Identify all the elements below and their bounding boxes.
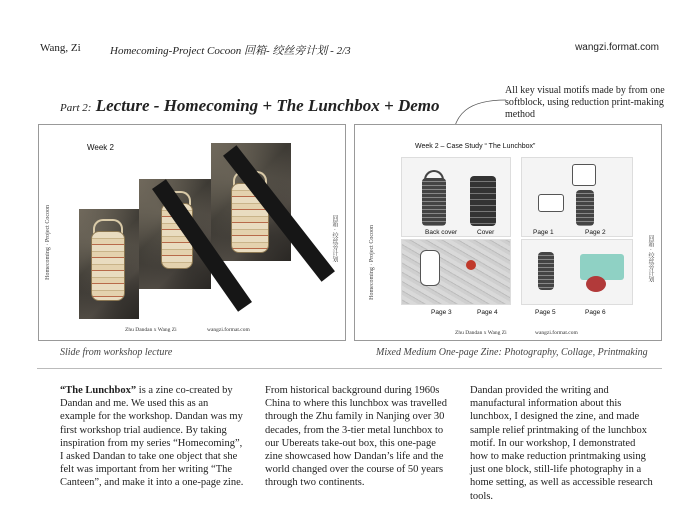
slide-side-text-cn: 回箱 · 绞丝旁计划 [331,215,337,262]
section-heading [60,96,440,116]
lecture-slide [38,124,346,341]
zine-slide [354,124,662,341]
label-page-5: Page 5 [535,309,556,316]
label-cover: Cover [477,229,495,236]
body-column-2: From historical background during 1960s China to where this lunchbox was travelled through the Zhu family in Nanjing over 30 decades, from the 3-tier metal lunchbox to our Ubereats take-out box, this one-page zine showcased how Dandan’s life and the world changed over the course of 50 years through two continents. [265,385,447,489]
zine-panel-pages-3-4 [401,239,511,305]
label-page-2: Page 2 [585,229,606,236]
zine-panel-covers [401,157,511,237]
zine-name: “The Lunchbox” [60,385,137,396]
divider [37,368,662,369]
zine-side-text: Homecoming · Project Cocoon [369,225,375,300]
slide-week-label: Week 2 [87,143,114,152]
slide-credit: Zhu Dandan x Wang Zi [125,327,177,333]
body-column-1 [60,384,244,490]
lunchbox-photo-1 [79,209,139,319]
label-page-6: Page 6 [585,309,606,316]
label-page-4: Page 4 [477,309,498,316]
callout-note: All key visual motifs made by from one softblock, using reduction print-making method [505,85,665,120]
caption-lecture-slide: Slide from workshop lecture [60,347,173,358]
caption-zine-slide: Mixed Medium One-page Zine: Photography, Collage, Printmaking [376,347,648,358]
section-prefix: Part 2: [60,102,92,114]
zine-heading: Week 2 – Case Study “ The Lunchbox” [415,143,536,150]
document-title: Homecoming-Project Cocoon 回箱- 绞丝旁计划 - 2/3 [110,45,351,57]
zine-panel-pages-5-6 [521,239,633,305]
slide-side-text: Homecoming · Project Cocoon [45,205,51,280]
slide-site: wangzi.format.com [207,327,250,333]
label-page-3: Page 3 [431,309,452,316]
site-link[interactable]: wangzi.format.com [575,42,659,53]
zine-side-text-cn: 回箱 · 绞丝旁计划 [647,235,653,282]
label-back-cover: Back cover [425,229,458,236]
section-title: Lecture - Homecoming + The Lunchbox + Demo [95,96,440,115]
label-page-1: Page 1 [533,229,554,236]
zine-site: wangzi.format.com [535,330,578,336]
zine-credit: Zhu Dandan x Wang Zi [455,330,507,336]
body-column-3: Dandan provided the writing and manufactural information about this lunchbox, I designed the zine, and made sample relief printmaking of the lunchbox motif. In our workshop, I demonstrated how to make reduction printmaking using just one block, still-life photography in a home setting, as well as accessible research tools. [470,385,653,502]
author-name: Wang, Zi [40,42,81,54]
column-1-text: is a zine co-created by Dandan and me. We used this as an example for the workshop. Dandan was my first workshop trial audience. By taking inspiration from my series “Homecoming”, I asked Dandan to take one object that she felt was important from her writing “The Canteen”, and make it into a one-page zine. [60,385,244,489]
zine-panel-pages-1-2 [521,157,633,237]
